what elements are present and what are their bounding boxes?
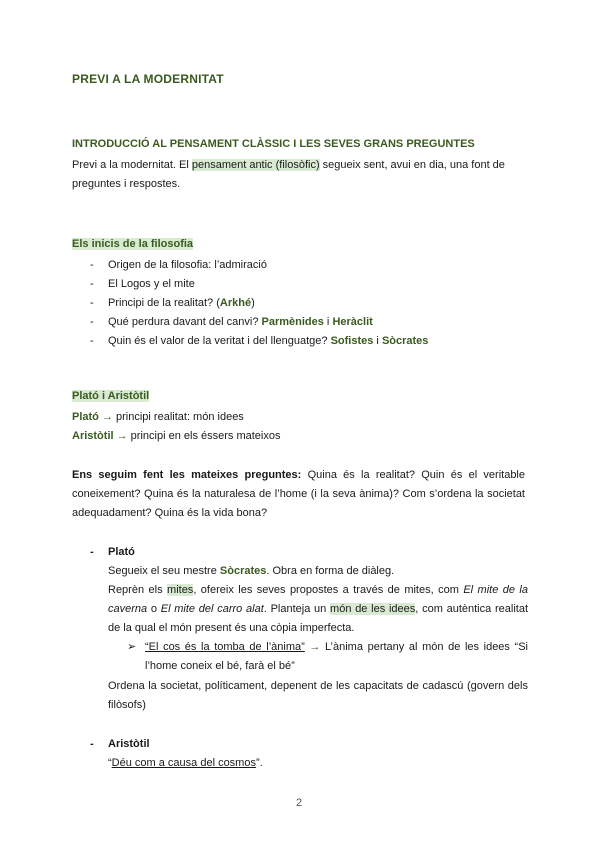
intro-paragraph-line1	[72, 156, 525, 175]
inicis-item-2: - El Logos y el mite	[90, 278, 195, 290]
plato-heading: - Plató	[90, 546, 135, 558]
plato-quote-line2: l’home coneix el bé, farà el bé”	[145, 660, 295, 672]
plato-line3: caverna o El mite del carro alat. Planteja un món de les idees, com autèntica realitat	[108, 603, 529, 615]
plato-quote-line1: “El cos és la tomba de l’ànima” → L’ànima pertany al món de les idees “Si	[145, 641, 528, 653]
arrow-bullet-icon: ➢	[127, 641, 137, 653]
arrow-icon: →	[101, 411, 113, 423]
plato-line: Plató → principi realitat: món idees	[72, 411, 244, 423]
inicis-item-4: - Qué perdura davant del canvi? Parmènides i Heràclit	[90, 316, 373, 328]
questions-line2: coneixement? Quina és la naturalesa de l’home (i la seva ànima)? Com s’ordena la societat	[72, 488, 525, 500]
intro-paragraph-line2: preguntes i respostes.	[72, 178, 181, 190]
intro-heading: INTRODUCCIÓ AL PENSAMENT CLÀSSIC I LES SEVES GRANS PREGUNTES	[72, 138, 475, 150]
aristotil-heading: - Aristòtil	[90, 738, 150, 750]
plato-line1: Segueix el seu mestre Sòcrates. Obra en forma de diàleg.	[108, 565, 395, 577]
aristotil-line: Aristòtil → principi en els éssers mateixos	[72, 430, 281, 442]
plato-line6: filòsofs)	[108, 699, 146, 711]
intro-text-after: segueix sent, avui en dia, una font de	[319, 159, 505, 171]
questions-line3: adequadament? Quina és la vida bona?	[72, 507, 268, 519]
questions-line1: Ens seguim fent les mateixes preguntes: Quina és la realitat? Quin és el veritable	[72, 469, 525, 481]
inicis-item-3: - Principi de la realitat? (Arkhé)	[90, 297, 255, 309]
page-number: 2	[296, 797, 303, 809]
inicis-heading: Els inicis de la filosofia	[72, 238, 194, 250]
plato-aristotil-heading: Plató i Aristòtil	[72, 390, 150, 402]
intro-highlight: pensament antic (filosòfic)	[191, 159, 320, 171]
inicis-item-5: - Quin és el valor de la veritat i del llenguatge? Sofistes i Sòcrates	[90, 335, 429, 347]
plato-line4: de la qual el món present és una còpia imperfecta.	[108, 622, 355, 634]
intro-text-before: Previ a la modernitat. El	[72, 159, 192, 171]
aristotil-quote: “Déu com a causa del cosmos”.	[108, 757, 263, 769]
doc-title: PREVI A LA MODERNITAT	[72, 72, 224, 86]
arrow-icon: →	[116, 430, 128, 442]
plato-line2: Reprèn els mites, ofereix les seves propostes a través de mites, com El mite de la	[108, 584, 528, 596]
plato-line5: Ordena la societat, políticament, depenent de les capacitats de cadascú (govern dels	[108, 680, 528, 692]
inicis-item-1: - Origen de la filosofia: l’admiració	[90, 259, 267, 271]
